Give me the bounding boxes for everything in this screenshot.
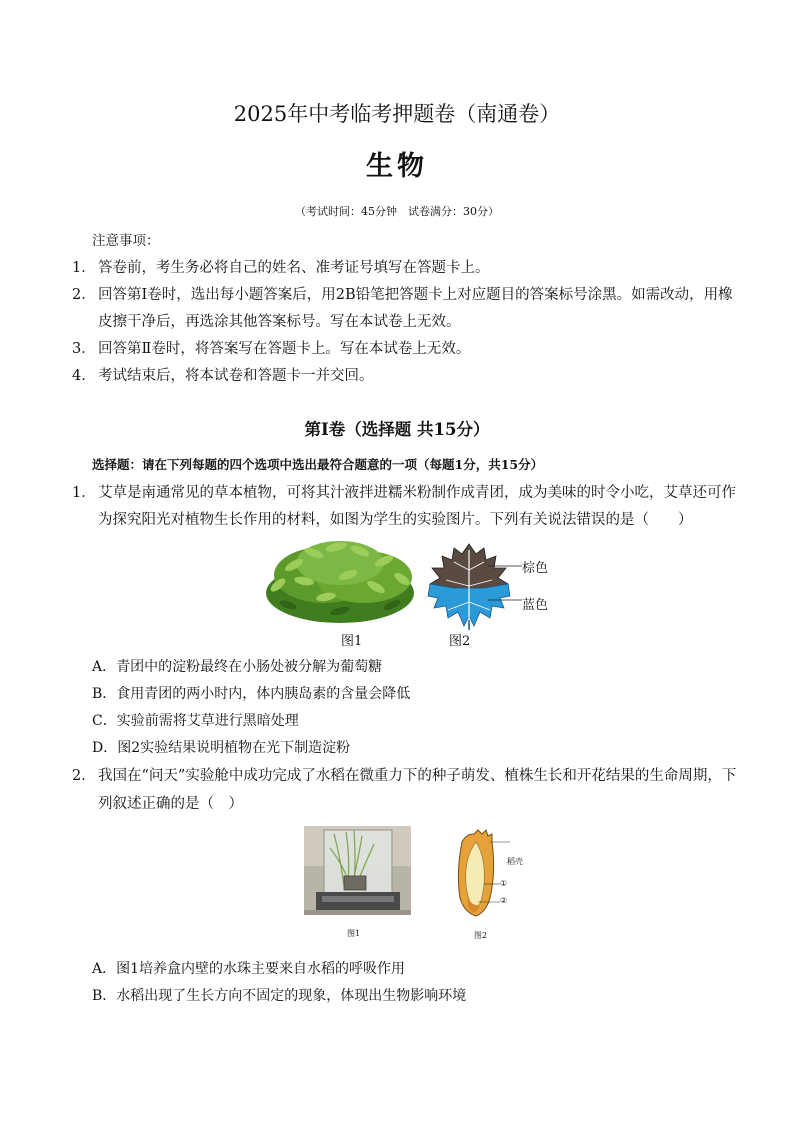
- label-blue: 蓝色: [522, 598, 549, 613]
- q2-option-a: A．图1培养盒内壁的水珠主要来自水稻的呼吸作用: [92, 961, 406, 977]
- label-husk: 稻壳: [507, 857, 523, 866]
- notice-item-4: 4． 考试结束后，将本试卷和答题卡一并交回。: [72, 368, 374, 384]
- q2-figure-2-caption: 图2: [474, 931, 488, 940]
- q2-option-b: B．水稻出现了生长方向不固定的现象，体现出生物影响环境: [92, 988, 467, 1004]
- notice-item-3: 3． 回答第Ⅱ卷时，将答案写在答题卡上。写在本试卷上无效。: [72, 341, 471, 357]
- notice-item-1: 1． 答卷前，考生务必将自己的姓名、准考证号填写在答题卡上。: [72, 260, 490, 276]
- notice-item-2: 2． 回答第Ⅰ卷时，选出每小题答案后，用2B铅笔把答题卡上对应题目的答案标号涂黑。如需改动，用橡: [72, 287, 733, 303]
- figure-rice-seed: [452, 828, 532, 924]
- q1-figure-2-caption: 图2: [449, 634, 471, 649]
- q1-figure-1-caption: 图1: [341, 634, 363, 649]
- q1-option-a: A．青团中的淀粉最终在小肠处被分解为葡萄糖: [92, 659, 383, 675]
- question-2-text-cont: 列叙述正确的是（ ）: [98, 796, 243, 812]
- section-instruction: 选择题：请在下列每题的四个选项中选出最符合题意的一项（每题1分，共15分）: [92, 457, 544, 472]
- question-1-text-cont: 为探究阳光对植物生长作用的材料，如图为学生的实验图片。下列有关说法错误的是（ ）: [98, 512, 693, 528]
- notice-item-2-cont: 皮擦干净后，再选涂其他答案标号。写在本试卷上无效。: [98, 314, 461, 330]
- q2-figure-1-caption: 图1: [347, 929, 361, 938]
- exam-info: （考试时间：45分钟 试卷满分：30分）: [295, 205, 499, 218]
- figure-mugwort-plant: [264, 535, 416, 623]
- subject-title: 生物: [366, 151, 428, 182]
- exam-title: 2025年中考临考押题卷（南通卷）: [233, 102, 561, 126]
- notice-heading: 注意事项：: [92, 233, 160, 249]
- q1-option-c: C．实验前需将艾草进行黑暗处理: [92, 713, 299, 729]
- label-part-2: ②: [500, 896, 508, 905]
- section-title: 第Ⅰ卷（选择题 共15分）: [304, 420, 490, 439]
- figure-rice-culture-box: [304, 826, 411, 915]
- figure-label-lines: [484, 560, 524, 620]
- label-part-1: ①: [500, 879, 508, 888]
- label-brown: 棕色: [522, 561, 549, 576]
- question-2-text: 2． 我国在“问天”实验舱中成功完成了水稻在微重力下的种子萌发、植株生长和开花结果的生命周期，下: [72, 768, 737, 784]
- q1-option-b: B．食用青团的两小时内，体内胰岛素的含量会降低: [92, 686, 411, 702]
- question-1-text: 1． 艾草是南通常见的草本植物，可将其汁液拌进糯米粉制作成青团，成为美味的时令小吃，艾草还可作: [72, 485, 736, 501]
- q1-option-d: D．图2实验结果说明植物在光下制造淀粉: [92, 740, 351, 756]
